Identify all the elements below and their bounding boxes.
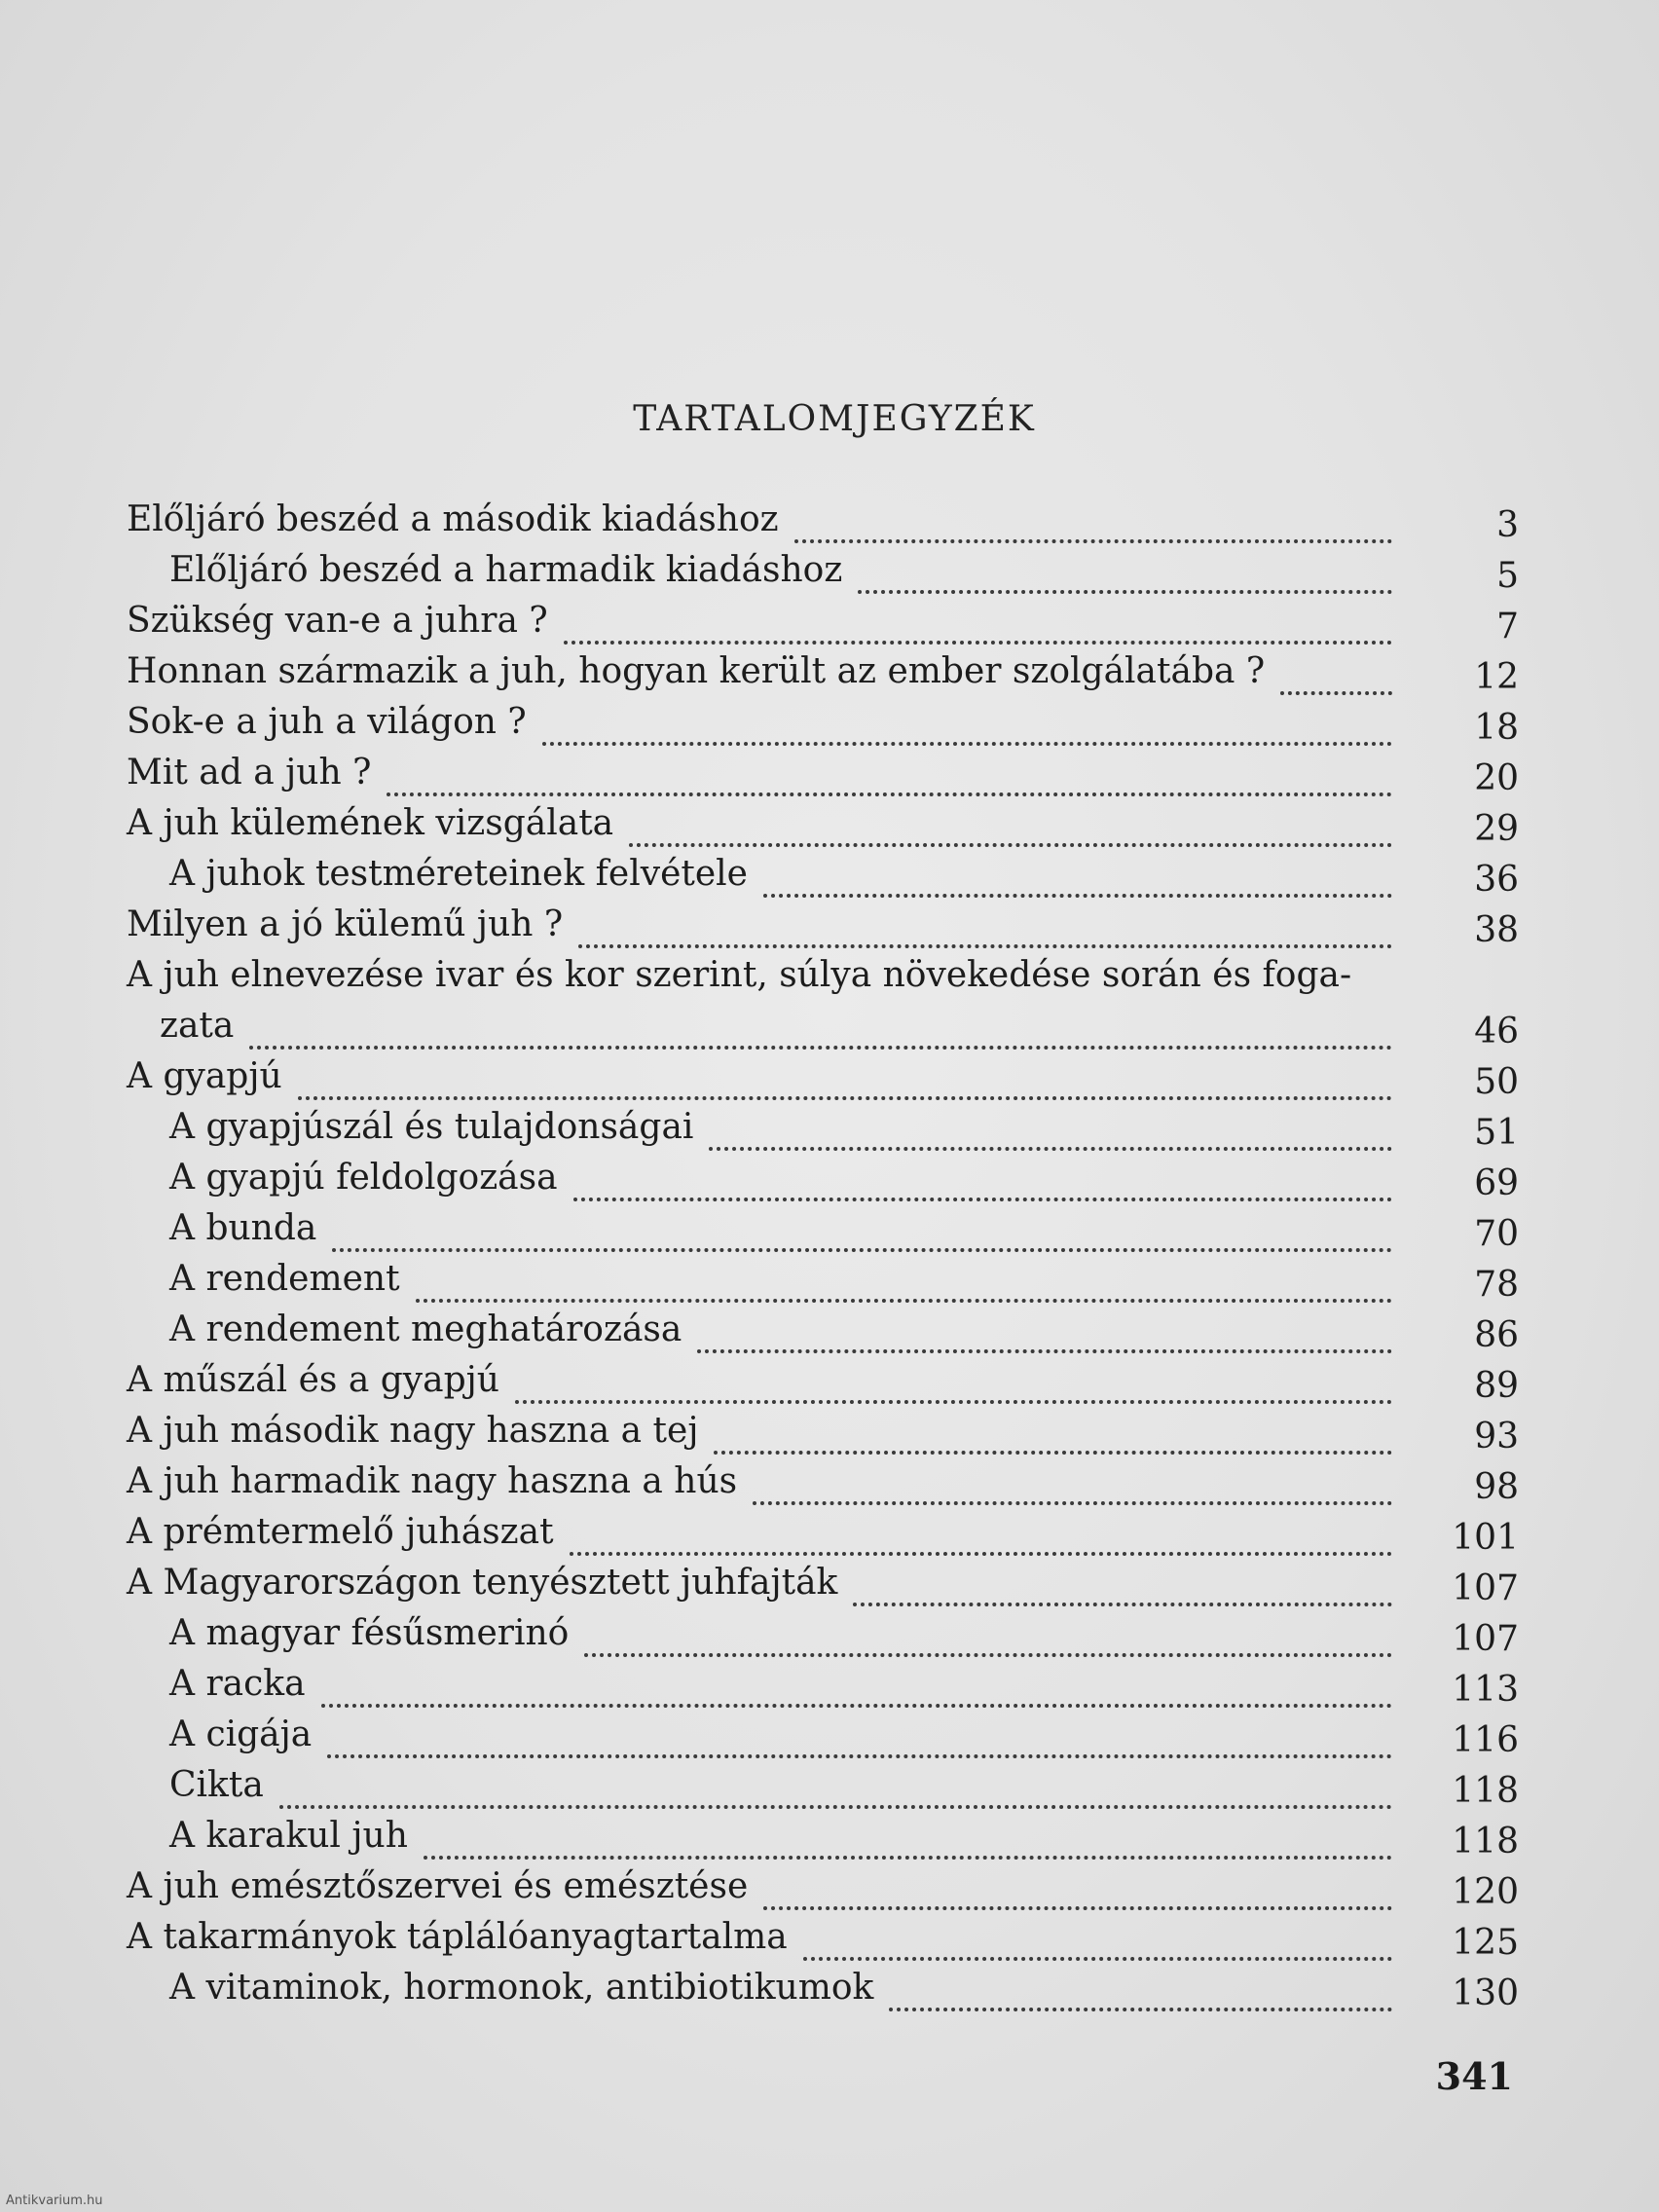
dot-leader	[424, 1819, 1392, 1860]
dot-leader	[714, 1414, 1392, 1455]
dot-leader	[697, 1312, 1392, 1353]
toc-entry	[127, 950, 1519, 1051]
toc-entry-title: A rendement meghatározása	[169, 1309, 682, 1349]
table-of-contents	[127, 495, 1519, 2013]
toc-entry-title: A prémtermelő juhászat	[127, 1512, 554, 1552]
toc-entry-page: 36	[1474, 860, 1519, 900]
toc-entry-page: 18	[1474, 708, 1519, 748]
toc-entry-title: A gyapjú	[127, 1056, 282, 1096]
toc-entry-page: 130	[1452, 1973, 1519, 2013]
toc-entry-page: 93	[1474, 1417, 1519, 1456]
toc-entry	[127, 1102, 1519, 1153]
toc-entry-title: Sok-e a juh a világon ?	[127, 702, 527, 742]
toc-entry	[127, 697, 1519, 748]
toc-entry-page: 89	[1474, 1366, 1519, 1406]
toc-entry-title: Honnan származik a juh, hogyan került az ember szolgálatába ?	[127, 651, 1266, 691]
toc-entry-title: Mit ad a juh ?	[127, 753, 372, 793]
toc-entry	[127, 1760, 1519, 1811]
dot-leader	[578, 907, 1392, 948]
dot-leader	[542, 705, 1392, 746]
toc-entry	[127, 545, 1519, 596]
toc-entry-title: A műszál és a gyapjú	[127, 1360, 499, 1400]
toc-entry	[127, 900, 1519, 950]
toc-entry-page: 3	[1496, 505, 1519, 545]
toc-entry-title: A juh második nagy haszna a tej	[127, 1411, 699, 1451]
dot-leader	[584, 1616, 1392, 1657]
toc-entry	[127, 748, 1519, 798]
toc-entry	[127, 1355, 1519, 1406]
toc-entry-title: A racka	[169, 1664, 306, 1704]
dot-leader	[794, 502, 1392, 543]
toc-entry	[127, 1659, 1519, 1710]
toc-entry-page: 50	[1474, 1062, 1519, 1102]
toc-entry-title: A rendement	[169, 1259, 400, 1299]
page-number: 341	[1435, 2054, 1513, 2098]
toc-entry-title: A cigája	[169, 1714, 313, 1754]
dot-leader	[629, 806, 1392, 847]
toc-entry-title: A juhok testméreteinek felvétele	[169, 854, 748, 894]
toc-entry-page: 78	[1474, 1265, 1519, 1305]
toc-entry	[127, 1558, 1519, 1608]
toc-entry	[127, 1153, 1519, 1203]
toc-entry-page: 51	[1474, 1113, 1519, 1153]
dot-leader	[858, 553, 1392, 594]
toc-entry-page: 69	[1474, 1163, 1519, 1203]
toc-entry	[127, 495, 1519, 545]
toc-entry-title: A juh emésztőszervei és emésztése	[127, 1866, 749, 1906]
toc-entry	[127, 1051, 1519, 1102]
dot-leader	[298, 1059, 1392, 1100]
toc-entry-page: 46	[1474, 1012, 1519, 1051]
toc-entry-title: A juh elnevezése ivar és kor szerint, súlya növekedése során és foga-	[127, 955, 1352, 995]
dot-leader	[889, 1971, 1392, 2011]
toc-entry-page: 107	[1452, 1568, 1519, 1608]
dot-leader	[387, 756, 1392, 796]
toc-entry	[127, 1203, 1519, 1254]
toc-entry	[127, 1608, 1519, 1659]
toc-entry-page: 7	[1496, 607, 1519, 646]
toc-entry-title: A gyapjúszál és tulajdonságai	[169, 1107, 694, 1147]
toc-entry-title: Milyen a jó külemű juh ?	[127, 904, 564, 944]
page-title: TARTALOMJEGYZÉK	[633, 399, 1036, 439]
toc-entry	[127, 1406, 1519, 1456]
toc-entry-title: A bunda	[169, 1208, 317, 1248]
dot-leader	[763, 1869, 1392, 1910]
toc-entry-page: 116	[1452, 1720, 1519, 1760]
toc-entry-title: Szükség van-e a juhra ?	[127, 601, 548, 641]
toc-entry-title: A karakul juh	[169, 1816, 408, 1856]
dot-leader	[853, 1566, 1392, 1606]
toc-entry-title: Előljáró beszéd a második kiadáshoz	[127, 499, 779, 539]
toc-entry	[127, 798, 1519, 849]
toc-entry-page: 98	[1474, 1467, 1519, 1507]
toc-entry-page: 38	[1474, 910, 1519, 950]
toc-entry-page: 101	[1452, 1518, 1519, 1558]
watermark: Antikvarium.hu	[6, 2194, 103, 2208]
dot-leader	[327, 1717, 1392, 1758]
toc-entry	[127, 1811, 1519, 1862]
dot-leader	[249, 1009, 1392, 1050]
toc-entry	[127, 1862, 1519, 1912]
toc-entry-page: 118	[1452, 1822, 1519, 1862]
toc-entry-title: A gyapjú feldolgozása	[169, 1158, 558, 1198]
toc-entry-page: 12	[1474, 657, 1519, 697]
dot-leader	[416, 1262, 1392, 1303]
toc-entry-page: 20	[1474, 758, 1519, 798]
toc-entry-page: 113	[1452, 1670, 1519, 1710]
dot-leader	[763, 857, 1392, 898]
toc-entry-page: 86	[1474, 1315, 1519, 1355]
dot-leader	[573, 1161, 1392, 1201]
toc-entry-page: 70	[1474, 1214, 1519, 1254]
toc-entry-title: A takarmányok táplálóanyagtartalma	[127, 1917, 788, 1957]
toc-entry	[127, 1912, 1519, 1963]
toc-entry-title-continued: zata	[160, 1006, 235, 1046]
toc-entry-title: A Magyarországon tenyésztett juhfajták	[127, 1563, 838, 1603]
toc-entry-title: A vitaminok, hormonok, antibiotikumok	[169, 1968, 874, 2008]
toc-entry	[127, 1456, 1519, 1507]
toc-entry	[127, 1254, 1519, 1305]
toc-entry-page: 118	[1452, 1771, 1519, 1811]
toc-entry-title: A juh külemének vizsgálata	[127, 803, 614, 843]
toc-entry-page: 29	[1474, 809, 1519, 849]
dot-leader	[564, 604, 1392, 645]
toc-entry	[127, 1963, 1519, 2013]
toc-entry-page: 120	[1452, 1872, 1519, 1912]
toc-entry-title: A juh harmadik nagy haszna a hús	[127, 1461, 738, 1501]
toc-entry	[127, 646, 1519, 697]
toc-entry	[127, 1710, 1519, 1760]
dot-leader	[753, 1464, 1392, 1505]
toc-entry-page: 5	[1496, 556, 1519, 596]
dot-leader	[709, 1110, 1392, 1151]
dot-leader	[1280, 654, 1392, 695]
toc-entry	[127, 1305, 1519, 1355]
toc-entry	[127, 849, 1519, 900]
dot-leader	[803, 1920, 1392, 1961]
dot-leader	[515, 1363, 1392, 1404]
toc-entry	[127, 1507, 1519, 1558]
dot-leader	[570, 1515, 1392, 1556]
toc-entry-title: A magyar fésűsmerinó	[169, 1613, 570, 1653]
toc-entry-title: Cikta	[169, 1765, 264, 1805]
toc-entry-title: Előljáró beszéd a harmadik kiadáshoz	[169, 550, 843, 590]
toc-entry	[127, 596, 1519, 646]
dot-leader	[332, 1211, 1392, 1252]
toc-entry-page: 107	[1452, 1619, 1519, 1659]
dot-leader	[279, 1768, 1392, 1809]
toc-entry-page: 125	[1452, 1923, 1519, 1963]
dot-leader	[321, 1667, 1392, 1708]
